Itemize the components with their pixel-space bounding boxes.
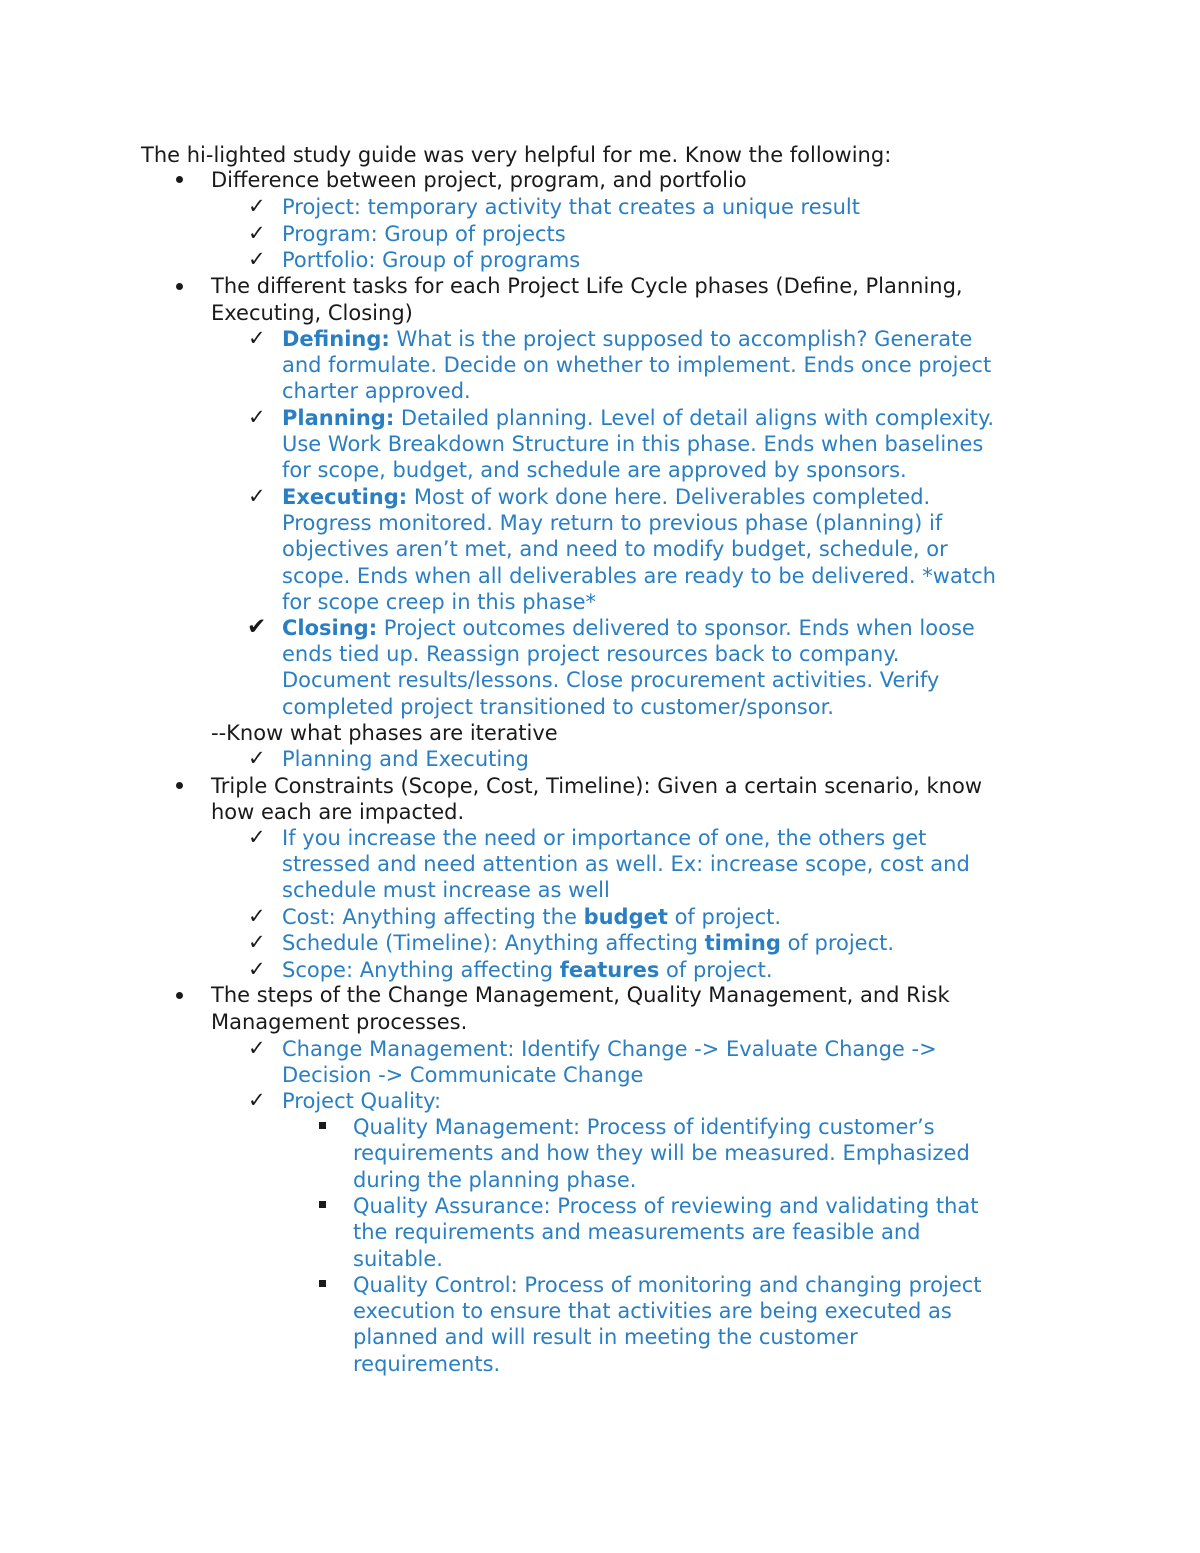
checkmark-icon: ✓ [248, 957, 266, 981]
executing-text: Most of work done here. Deliverables completed. [407, 485, 931, 509]
s1-project: Project: temporary activity that creates a unique result [282, 195, 860, 219]
defining-text: and formulate. Decide on whether to implement. Ends once project [282, 353, 992, 377]
planning-item [282, 405, 994, 431]
constraint-text: If you increase the need or importance of one, the others get [282, 826, 927, 850]
defining-text: What is the project supposed to accomplish? Generate [389, 327, 973, 351]
checkmark-icon: ✓ [248, 825, 266, 849]
closing-text: Document results/lessons. Close procurement activities. Verify [282, 668, 940, 692]
checkmark-icon: ✓ [248, 247, 266, 271]
cost-text: Cost: Anything affecting the [282, 905, 584, 929]
closing-item [282, 615, 975, 641]
planning-term: Planning: [282, 406, 395, 430]
planning-text: for scope, budget, and schedule are approved by sponsors. [282, 458, 907, 482]
cost-item [282, 904, 781, 930]
closing-text: completed project transitioned to customer/sponsor. [282, 695, 834, 719]
qc-text: requirements. [353, 1352, 501, 1376]
qa-text: Quality Assurance: Process of reviewing and validating that [353, 1194, 979, 1218]
checkmark-icon: ✓ [248, 1036, 266, 1060]
s1-program: Program: Group of projects [282, 222, 566, 246]
qm-text: Quality Management: Process of identifying customer’s [353, 1115, 935, 1139]
qm-text: requirements and how they will be measured. Emphasized [353, 1141, 970, 1165]
qc-text: planned and will result in meeting the customer [353, 1325, 858, 1349]
checkmark-icon: ✓ [248, 326, 266, 350]
closing-term: Closing: [282, 616, 378, 640]
planning-text: Use Work Breakdown Structure in this phase. Ends when baselines [282, 432, 984, 456]
executing-text: for scope creep in this phase* [282, 590, 597, 614]
iterative-answer: Planning and Executing [282, 747, 529, 771]
square-bullet-icon [319, 1201, 326, 1208]
defining-item [282, 326, 972, 352]
bullet-dot-icon [176, 782, 183, 789]
qa-text: suitable. [353, 1247, 443, 1271]
cost-keyword: budget [583, 905, 668, 929]
s2-heading: The different tasks for each Project Life Cycle phases (Define, Planning, [211, 274, 963, 298]
schedule-item [282, 930, 894, 956]
executing-text: Progress monitored. May return to previous phase (planning) if [282, 511, 943, 535]
qm-text: during the planning phase. [353, 1168, 637, 1192]
planning-text: Detailed planning. Level of detail aligns with complexity. [394, 406, 995, 430]
checkmark-icon: ✓ [248, 1088, 266, 1112]
constraint-text: schedule must increase as well [282, 878, 610, 902]
qc-text: Quality Control: Process of monitoring and changing project [353, 1273, 982, 1297]
s3-heading: how each are impacted. [211, 800, 465, 824]
defining-term: Defining: [282, 327, 390, 351]
scope-item [282, 957, 773, 983]
bullet-dot-icon [176, 176, 183, 183]
s1-heading: Difference between project, program, and portfolio [211, 168, 747, 192]
schedule-text: Schedule (Timeline): Anything affecting [282, 931, 705, 955]
executing-text: scope. Ends when all deliverables are ready to be delivered. *watch [282, 564, 996, 588]
checkmark-icon: ✔ [247, 614, 267, 640]
scope-text: of project. [659, 958, 773, 982]
checkmark-icon: ✓ [248, 405, 266, 429]
change-text: Change Management: Identify Change -> Evaluate Change -> [282, 1037, 937, 1061]
closing-text: Project outcomes delivered to sponsor. Ends when loose [377, 616, 975, 640]
s4-heading: Management processes. [211, 1010, 468, 1034]
executing-term: Executing: [282, 485, 408, 509]
square-bullet-icon [319, 1280, 326, 1287]
qa-text: the requirements and measurements are feasible and [353, 1220, 921, 1244]
checkmark-icon: ✓ [248, 221, 266, 245]
change-text: Decision -> Communicate Change [282, 1063, 644, 1087]
scope-keyword: features [559, 958, 660, 982]
defining-text: charter approved. [282, 379, 471, 403]
scope-text: Scope: Anything affecting [282, 958, 560, 982]
s2-heading: Executing, Closing) [211, 301, 413, 325]
executing-text: objectives aren’t met, and need to modify budget, schedule, or [282, 537, 948, 561]
schedule-keyword: timing [704, 931, 781, 955]
closing-text: ends tied up. Reassign project resources back to company. [282, 642, 900, 666]
qc-text: execution to ensure that activities are being executed as [353, 1299, 952, 1323]
checkmark-icon: ✓ [248, 930, 266, 954]
checkmark-icon: ✓ [248, 904, 266, 928]
cost-text: of project. [667, 905, 782, 929]
s4-heading: The steps of the Change Management, Quality Management, and Risk [211, 983, 950, 1007]
intro-line: The hi-lighted study guide was very helpful for me. Know the following: [141, 143, 892, 167]
constraint-text: stressed and need attention as well. Ex: increase scope, cost and [282, 852, 970, 876]
iterative-label: --Know what phases are iterative [211, 721, 558, 745]
square-bullet-icon [319, 1122, 326, 1129]
checkmark-icon: ✓ [248, 746, 266, 770]
checkmark-icon: ✓ [248, 194, 266, 218]
s3-heading: Triple Constraints (Scope, Cost, Timeline): Given a certain scenario, know [211, 774, 983, 798]
bullet-dot-icon [176, 992, 183, 999]
checkmark-icon: ✓ [248, 484, 266, 508]
executing-item [282, 484, 930, 510]
bullet-dot-icon [176, 283, 183, 290]
schedule-text: of project. [780, 931, 895, 955]
quality-label: Project Quality: [282, 1089, 442, 1113]
s1-portfolio: Portfolio: Group of programs [282, 248, 581, 272]
